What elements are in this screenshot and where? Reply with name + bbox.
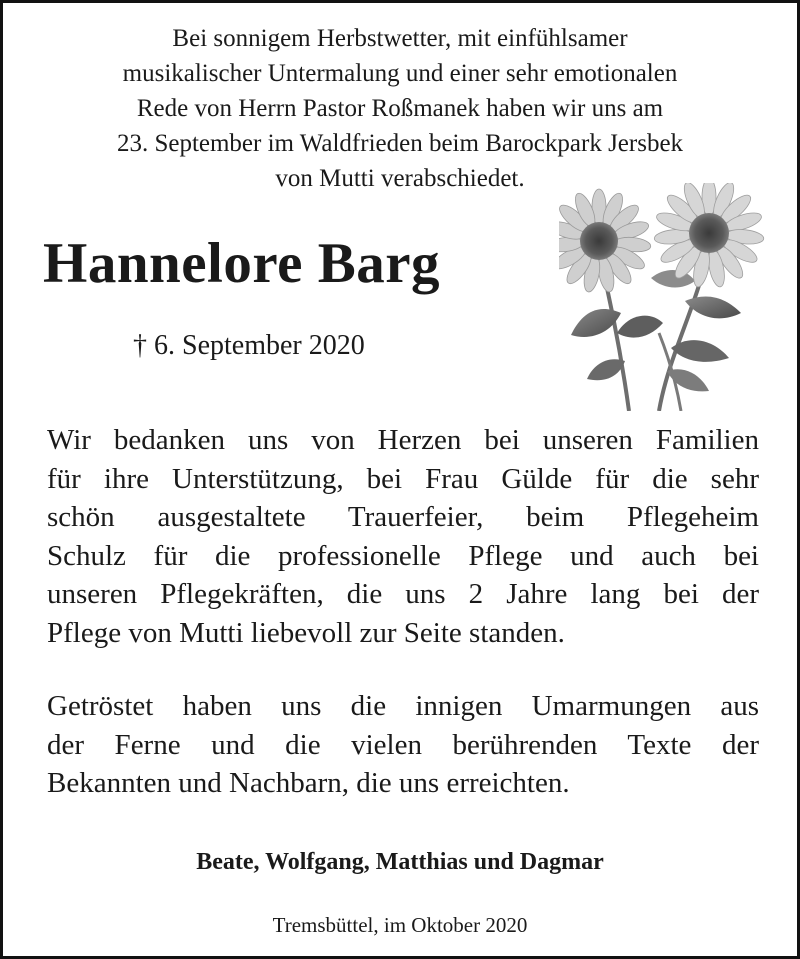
comfort-line: Bekannten und Nachbarn, die uns erreichten.: [47, 767, 570, 799]
intro-line: Bei sonnigem Herbstwetter, mit einfühlsamer: [172, 25, 628, 52]
thanks-line: Schulz für die professionelle Pflege und auch bei: [47, 539, 759, 572]
intro-line: von Mutti verabschiedet.: [275, 165, 525, 192]
thanks-line: Pflege von Mutti liebevoll zur Seite standen.: [47, 616, 565, 649]
comfort-line: Getröstet haben uns die innigen Umarmungen aus: [47, 690, 759, 722]
thanks-line: Wir bedanken uns von Herzen bei unseren Familien: [47, 424, 759, 456]
deceased-name: Hannelore Barg: [43, 232, 441, 295]
intro-line: 23. September im Waldfrieden beim Barockpark Jersbek: [116, 130, 684, 157]
sunflowers-icon: [559, 183, 769, 411]
place-date: Tremsbüttel, im Oktober 2020: [272, 913, 528, 937]
thanks-line: unseren Pflegekräften, die uns 2 Jahre lang bei der: [47, 578, 759, 610]
thanks-line: für ihre Unterstützung, bei Frau Gülde für die sehr: [47, 462, 759, 495]
intro-line: Rede von Herrn Pastor Roßmanek haben wir uns am: [136, 95, 664, 122]
comfort-paragraph: [47, 687, 759, 803]
intro-line: musikalischer Untermalung und einer sehr emotionalen: [122, 60, 678, 87]
comfort-line: der Ferne und die vielen berührenden Texte der: [47, 728, 759, 761]
signers: Beate, Wolfgang, Matthias und Dagmar: [196, 849, 604, 875]
thanks-line: schön ausgestaltete Trauerfeier, beim Pflegeheim: [47, 501, 759, 533]
thanks-paragraph: [47, 421, 759, 652]
intro-text: [33, 21, 767, 196]
death-date: † 6. September 2020: [133, 330, 365, 361]
